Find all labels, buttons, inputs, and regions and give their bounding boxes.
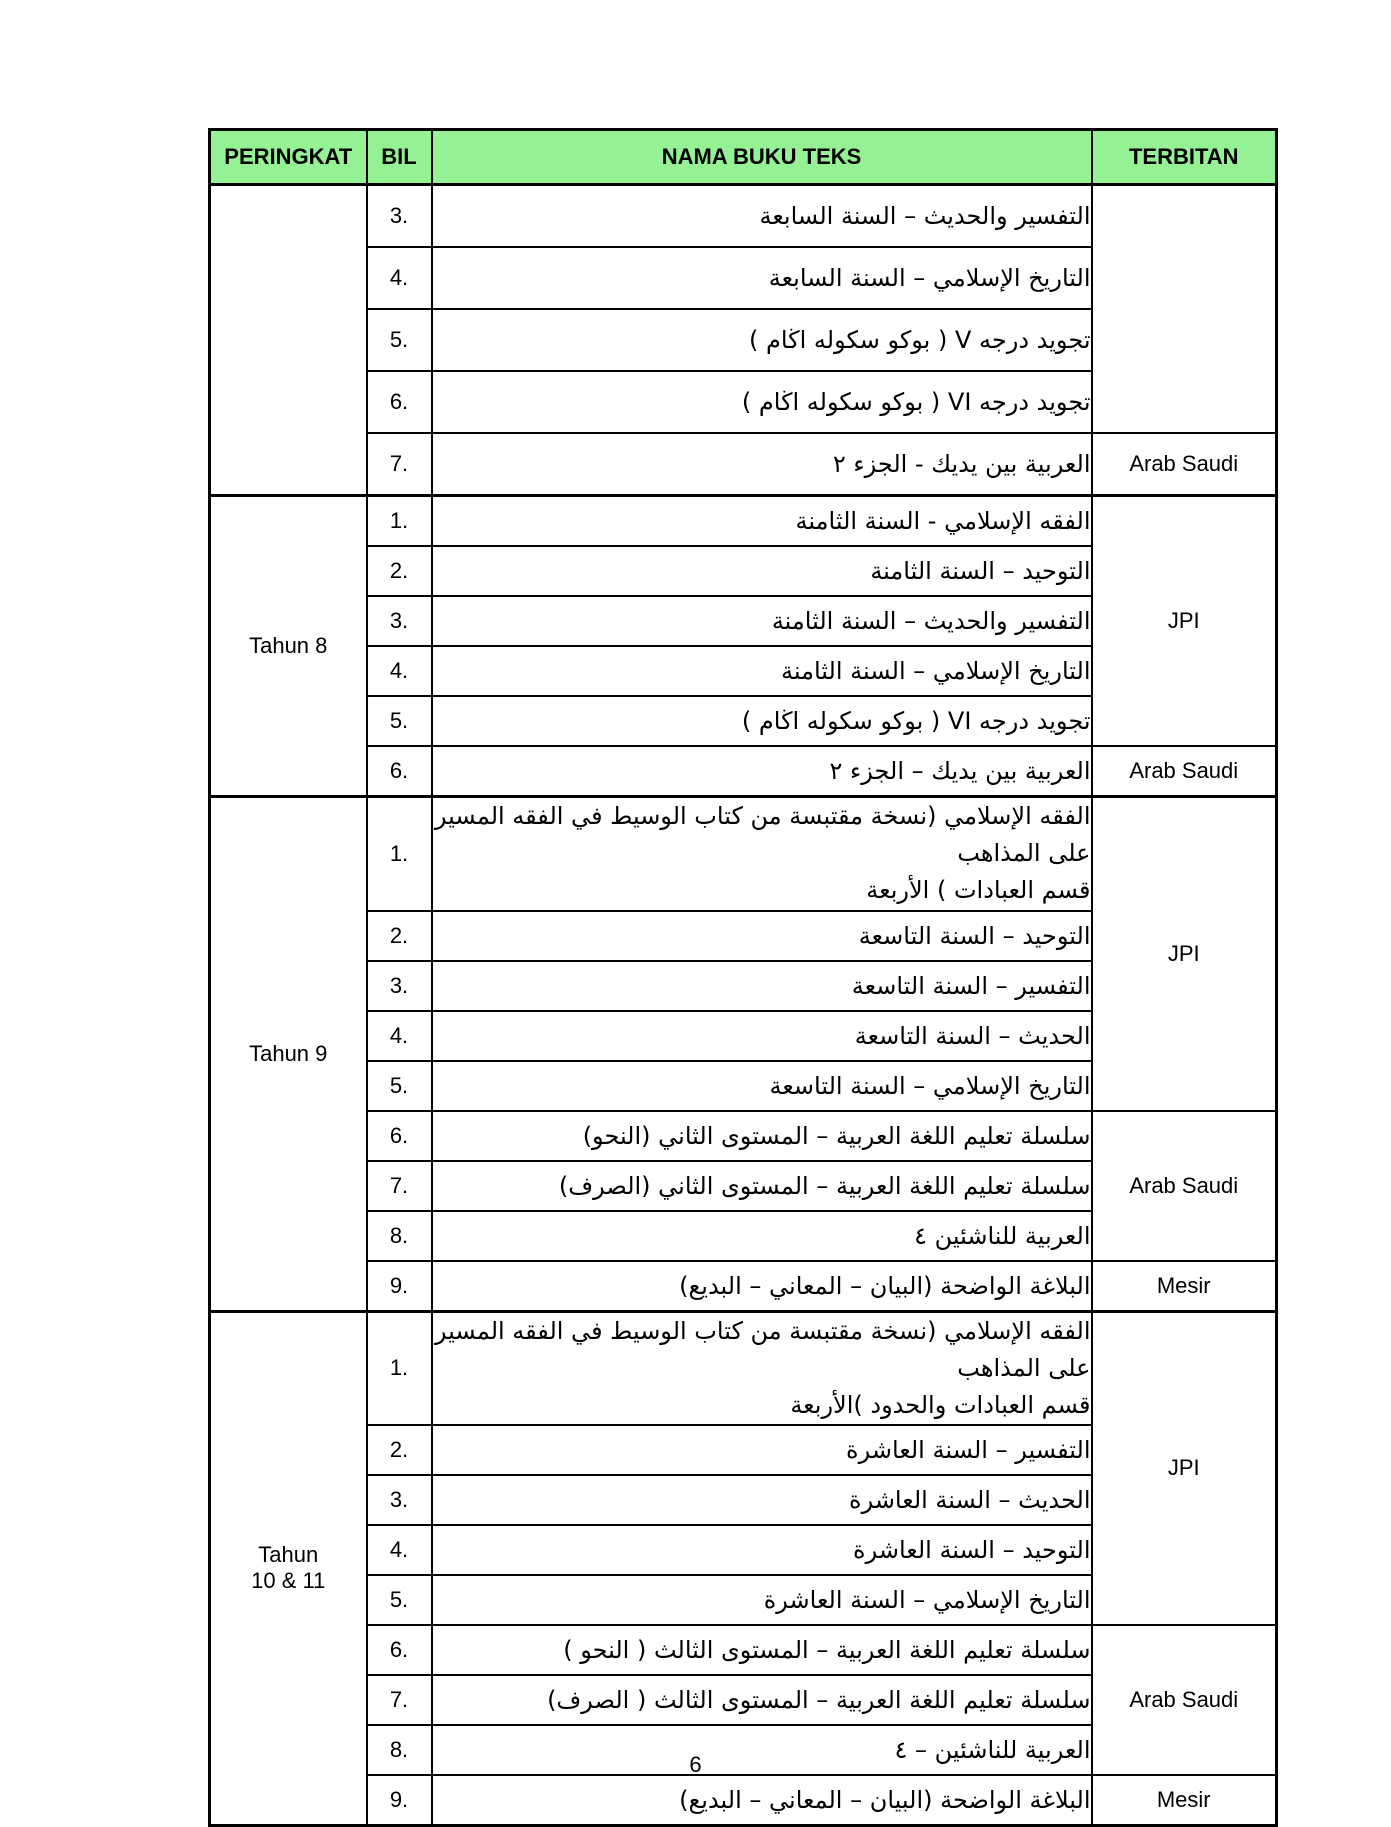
- book-name-cell: سلسلة تعليم اللغة العربية – المستوى الثالث ( الصرف): [432, 1675, 1092, 1725]
- book-name-line: قسم العبادات والحدود )الأربعة: [790, 1390, 1091, 1419]
- bil-cell: 4.: [367, 1525, 432, 1575]
- bil-cell: 6.: [367, 371, 432, 433]
- bil-cell: 2.: [367, 1425, 432, 1475]
- terbitan-cell: Arab Saudi: [1092, 433, 1277, 496]
- terbitan-cell: JPI: [1092, 496, 1277, 747]
- book-name-cell: العربية للناشئين ٤: [432, 1211, 1092, 1261]
- book-name-cell: العربية للناشئين – ٤: [432, 1725, 1092, 1775]
- book-name-cell: العربية بين يديك - الجزء ٢: [432, 433, 1092, 496]
- book-name-cell: [432, 1311, 1092, 1425]
- table-row: [210, 1775, 1277, 1826]
- peringkat-cell-tahun-10-11: [210, 1311, 367, 1826]
- bil-cell: 6.: [367, 746, 432, 797]
- book-name-cell: سلسلة تعليم اللغة العربية – المستوى الثاني (الصرف): [432, 1161, 1092, 1211]
- bil-cell: 9.: [367, 1261, 432, 1312]
- table-row: [210, 433, 1277, 496]
- bil-cell: 7.: [367, 1161, 432, 1211]
- peringkat-line: Tahun: [258, 1542, 319, 1568]
- terbitan-cell: Arab Saudi: [1092, 746, 1277, 797]
- terbitan-cell: Mesir: [1092, 1261, 1277, 1312]
- book-name-cell: البلاغة الواضحة (البيان – المعاني – البديع): [432, 1261, 1092, 1312]
- table-row: [210, 1111, 1277, 1161]
- book-name-cell: التاريخ الإسلامي – السنة العاشرة: [432, 1575, 1092, 1625]
- terbitan-cell: JPI: [1092, 797, 1277, 1111]
- bil-cell: 5.: [367, 309, 432, 371]
- bil-cell: 5.: [367, 1061, 432, 1111]
- bil-cell: 7.: [367, 433, 432, 496]
- column-header-peringkat: PERINGKAT: [210, 130, 367, 185]
- terbitan-cell: Arab Saudi: [1092, 1111, 1277, 1261]
- bil-cell: 6.: [367, 1625, 432, 1675]
- bil-cell: 8.: [367, 1725, 432, 1775]
- textbook-table: [208, 128, 1278, 1827]
- peringkat-cell: [210, 185, 367, 496]
- bil-cell: 3.: [367, 961, 432, 1011]
- table-row: [210, 746, 1277, 797]
- book-name-cell: التوحيد – السنة العاشرة: [432, 1525, 1092, 1575]
- book-name-cell: التاريخ الإسلامي – السنة الثامنة: [432, 646, 1092, 696]
- book-name-cell: الفقه الإسلامي - السنة الثامنة: [432, 496, 1092, 547]
- terbitan-cell: JPI: [1092, 1311, 1277, 1625]
- book-name-cell: تجويد درجه V ( بوكو سكوله اڬام ): [432, 309, 1092, 371]
- peringkat-line: 10 & 11: [251, 1568, 326, 1594]
- book-name-cell: التوحيد – السنة الثامنة: [432, 546, 1092, 596]
- book-name-cell: التفسير – السنة العاشرة: [432, 1425, 1092, 1475]
- column-header-bil: BIL: [367, 130, 432, 185]
- bil-cell: 4.: [367, 247, 432, 309]
- book-name-cell: تجويد درجه VI ( بوكو سكوله اڬام ): [432, 371, 1092, 433]
- table-row: [210, 185, 1277, 248]
- book-name-cell: العربية بين يديك – الجزء ٢: [432, 746, 1092, 797]
- column-header-terbitan: TERBITAN: [1092, 130, 1277, 185]
- bil-cell: 3.: [367, 596, 432, 646]
- book-name-cell: التفسير والحديث – السنة السابعة: [432, 185, 1092, 248]
- terbitan-cell: Mesir: [1092, 1775, 1277, 1826]
- book-name-cell: سلسلة تعليم اللغة العربية – المستوى الثالث ( النحو ): [432, 1625, 1092, 1675]
- table-row: [210, 496, 1277, 547]
- bil-cell: 2.: [367, 546, 432, 596]
- bil-cell: 4.: [367, 646, 432, 696]
- bil-cell: 1.: [367, 797, 432, 911]
- peringkat-cell-tahun-8: Tahun 8: [210, 496, 367, 797]
- terbitan-cell: [1092, 185, 1277, 434]
- book-name-cell: التاريخ الإسلامي – السنة التاسعة: [432, 1061, 1092, 1111]
- bil-cell: 3.: [367, 185, 432, 248]
- peringkat-cell-tahun-9: Tahun 9: [210, 797, 367, 1312]
- bil-cell: 1.: [367, 1311, 432, 1425]
- bil-cell: 1.: [367, 496, 432, 547]
- table-row: [210, 1261, 1277, 1312]
- book-name-cell: التاريخ الإسلامي – السنة السابعة: [432, 247, 1092, 309]
- terbitan-cell: Arab Saudi: [1092, 1625, 1277, 1775]
- table-row: [210, 797, 1277, 911]
- book-name-cell: التوحيد – السنة التاسعة: [432, 911, 1092, 961]
- bil-cell: 2.: [367, 911, 432, 961]
- bil-cell: 5.: [367, 696, 432, 746]
- table-row: [210, 1625, 1277, 1675]
- bil-cell: 8.: [367, 1211, 432, 1261]
- bil-cell: 3.: [367, 1475, 432, 1525]
- book-name-line: قسم العبادات ) الأربعة: [866, 876, 1091, 905]
- book-name-cell: البلاغة الواضحة (البيان – المعاني – البديع): [432, 1775, 1092, 1826]
- column-header-nama: NAMA BUKU TEKS: [432, 130, 1092, 185]
- table-row: [210, 1311, 1277, 1425]
- book-name-cell: تجويد درجه VI ( بوكو سكوله اڬام ): [432, 696, 1092, 746]
- bil-cell: 9.: [367, 1775, 432, 1826]
- bil-cell: 6.: [367, 1111, 432, 1161]
- bil-cell: 7.: [367, 1675, 432, 1725]
- book-name-cell: [432, 797, 1092, 911]
- book-name-cell: الحديث – السنة العاشرة: [432, 1475, 1092, 1525]
- page-number: 6: [689, 1752, 702, 1777]
- bil-cell: 4.: [367, 1011, 432, 1061]
- book-name-cell: سلسلة تعليم اللغة العربية – المستوى الثاني (النحو): [432, 1111, 1092, 1161]
- book-name-cell: التفسير – السنة التاسعة: [432, 961, 1092, 1011]
- book-name-line: الفقه الإسلامي (نسخة مقتبسة من كتاب الوسيط في الفقه المسير على المذاهب: [434, 1316, 1091, 1382]
- table-header-row: [210, 130, 1277, 185]
- bil-cell: 5.: [367, 1575, 432, 1625]
- book-name-line: الفقه الإسلامي (نسخة مقتبسة من كتاب الوسيط في الفقه المسير على المذاهب: [434, 802, 1091, 868]
- book-name-cell: التفسير والحديث – السنة الثامنة: [432, 596, 1092, 646]
- book-name-cell: الحديث – السنة التاسعة: [432, 1011, 1092, 1061]
